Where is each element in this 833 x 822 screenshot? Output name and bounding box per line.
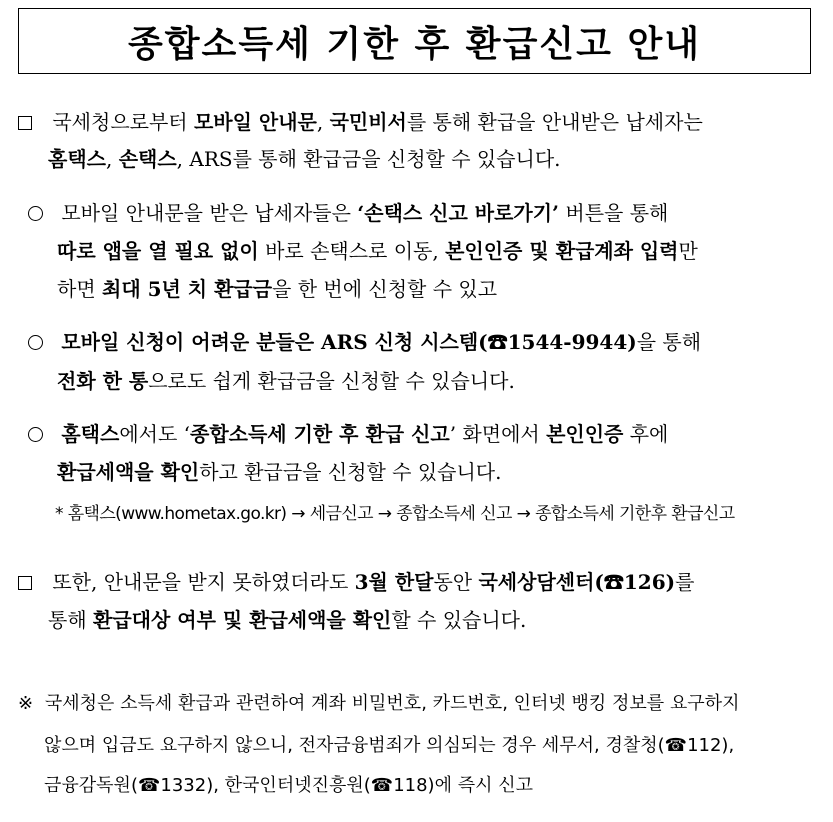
- warning-line3: 금융감독원(☎1332), 한국인터넷진흥원(☎118)에 즉시 신고: [44, 775, 533, 796]
- warning-line2: 않으며 입금도 요구하지 않으니, 전자금융범죄가 의심되는 경우 세무서, 경찰청(☎112),: [44, 735, 735, 756]
- circle-bullet-icon: [28, 427, 43, 442]
- section2-line1: 또한, 안내문을 받지 못하였더라도 3월 한달동안 국세상담센터(☎126)를: [18, 568, 694, 596]
- sub3-line1: 홈택스에서도 ‘종합소득세 기한 후 환급 신고’ 화면에서 본인인증 후에: [28, 420, 668, 448]
- sub1-line3: 하면 최대 5년 치 환급금을 한 번에 신청할 수 있고: [57, 277, 498, 301]
- sub3-line2: 환급세액을 확인하고 환급금을 신청할 수 있습니다.: [57, 460, 502, 484]
- page-title: 종합소득세 기한 후 환급신고 안내: [128, 23, 701, 65]
- reference-mark-icon: ※: [18, 693, 34, 714]
- title-box: [18, 8, 811, 74]
- sub2-line2: 전화 한 통으로도 쉽게 환급금을 신청할 수 있습니다.: [57, 369, 515, 393]
- hometax-path-note: * 홈택스(www.hometax.go.kr) → 세금신고 → 종합소득세 신고 → 종합소득세 기한후 환급신고: [55, 504, 735, 524]
- square-bullet-icon: [18, 116, 32, 130]
- warning-line1: ※ 국세청은 소득세 환급과 관련하여 계좌 비밀번호, 카드번호, 인터넷 뱅킹 정보를 요구하지: [18, 693, 740, 714]
- circle-bullet-icon: [28, 335, 43, 350]
- section2-line2: 통해 환급대상 여부 및 환급세액을 확인할 수 있습니다.: [48, 608, 527, 632]
- sub1-line2: 따로 앱을 열 필요 없이 바로 손택스로 이동, 본인인증 및 환급계좌 입력만: [57, 239, 698, 263]
- section1-line2: 홈택스, 손택스, ARS를 통해 환급금을 신청할 수 있습니다.: [48, 147, 561, 171]
- square-bullet-icon: [18, 576, 32, 590]
- sub2-line1: 모바일 신청이 어려운 분들은 ARS 신청 시스템(☎1544-9944)을 통해: [28, 328, 701, 356]
- circle-bullet-icon: [28, 206, 43, 221]
- section1-line1: 국세청으로부터 모바일 안내문, 국민비서를 통해 환급을 안내받은 납세자는: [18, 108, 703, 136]
- sub1-line1: 모바일 안내문을 받은 납세자들은 ‘손택스 신고 바로가기’ 버튼을 통해: [28, 199, 668, 227]
